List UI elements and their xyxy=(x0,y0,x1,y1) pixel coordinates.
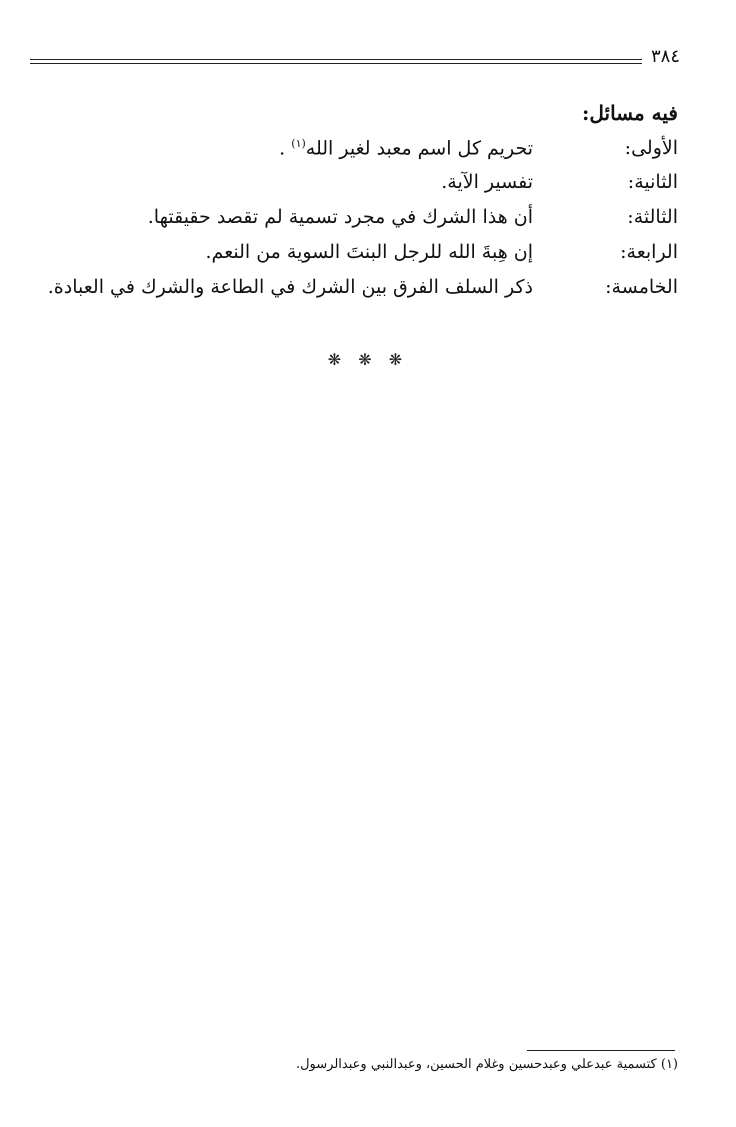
issue-row-5 xyxy=(40,276,678,310)
issue-row-3 xyxy=(40,206,678,240)
issue-label: الثالثة: xyxy=(627,206,678,228)
issue-row-1 xyxy=(40,137,678,171)
issue-row-4 xyxy=(40,241,678,275)
footnote-reference: (١) xyxy=(291,137,306,150)
section-divider: ❋ ❋ ❋ xyxy=(327,350,409,369)
issue-label: الرابعة: xyxy=(620,241,678,263)
issue-text: ذكر السلف الفرق بين الشرك في الطاعة والشرك في العبادة. xyxy=(47,276,533,298)
issue-text: إن هِبةَ الله للرجل البنتَ السوية من النعم. xyxy=(205,241,533,263)
issue-text xyxy=(279,137,533,159)
issue-text-body: تحريم كل اسم معبد لغير الله xyxy=(305,137,533,160)
header-rule-top xyxy=(30,59,642,60)
issue-label: الثانية: xyxy=(627,171,678,193)
issue-row-2 xyxy=(40,171,678,205)
header-rule-bottom xyxy=(30,63,642,64)
issue-label: الخامسة: xyxy=(605,276,678,298)
issue-text: تفسير الآية. xyxy=(441,171,533,193)
issue-label: الأولى: xyxy=(624,137,678,159)
page-number: ٣٨٤ xyxy=(650,46,680,67)
issue-text: أن هذا الشرك في مجرد تسمية لم تقصد حقيقتها. xyxy=(147,206,533,228)
section-heading: فيه مسائل: xyxy=(581,101,678,125)
issue-text-suffix: . xyxy=(279,137,292,160)
footnote-rule xyxy=(527,1050,675,1051)
footnote: (١) كتسمية عبدعلي وعبدحسين وغلام الحسين، وعبدالنبي وعبدالرسول. xyxy=(295,1057,678,1072)
